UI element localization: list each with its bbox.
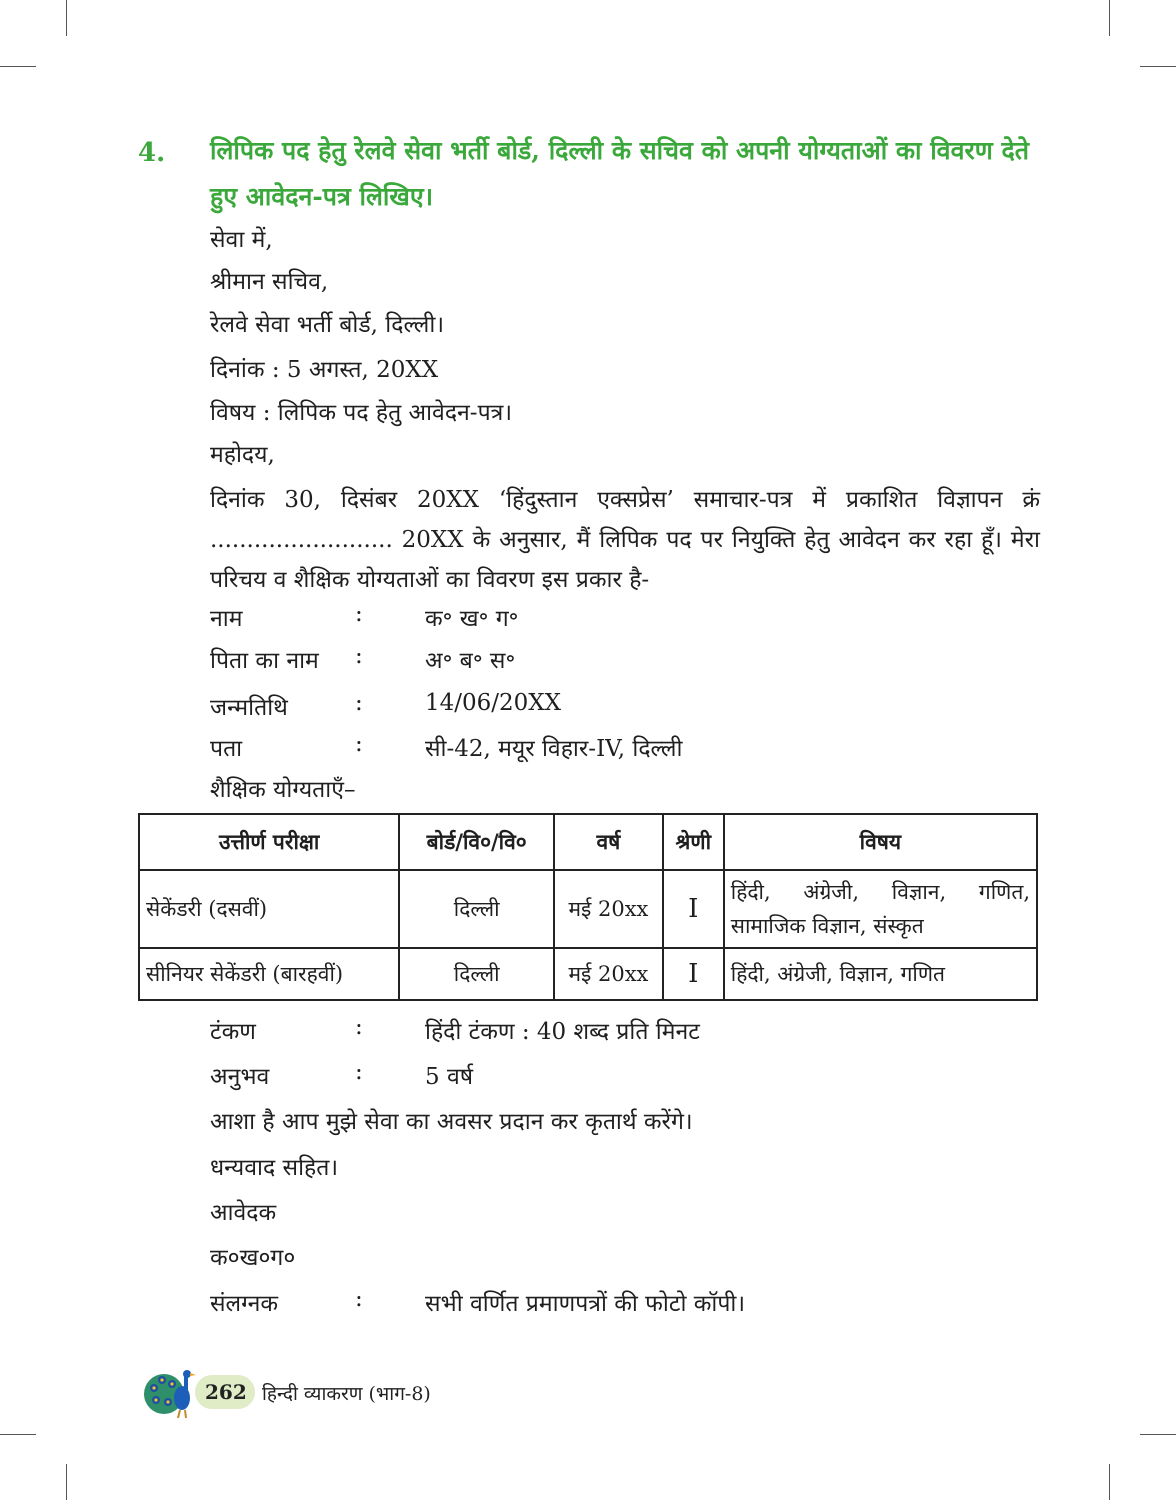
crop-mark xyxy=(0,1434,36,1435)
enclosure-colon: : xyxy=(355,1286,363,1312)
detail-value: अ॰ ब॰ स॰ xyxy=(425,648,516,674)
detail-colon: : xyxy=(355,643,363,669)
table-header: उत्तीर्ण परीक्षा xyxy=(139,814,399,870)
crop-mark xyxy=(0,66,36,67)
enclosure-value: सभी वर्णित प्रमाणपत्रों की फोटो कॉपी। xyxy=(425,1291,746,1317)
extra-label: टंकण xyxy=(210,1019,256,1045)
table-cell: दिल्ली xyxy=(399,870,554,948)
peacock-icon xyxy=(140,1360,200,1420)
crop-mark xyxy=(1140,1434,1176,1435)
extra-colon: : xyxy=(355,1059,363,1085)
detail-colon: : xyxy=(355,731,363,757)
table-cell: दिल्ली xyxy=(399,948,554,1000)
table-cell: मई 20xx xyxy=(554,870,663,948)
qualifications-table xyxy=(138,813,1038,1001)
table-cell: हिंदी, अंग्रेजी, विज्ञान, गणित, सामाजिक विज्ञान, संस्कृत xyxy=(724,870,1037,948)
crop-mark xyxy=(1109,1464,1110,1500)
table-cell: सीनियर सेकेंडरी (बारहवीं) xyxy=(139,948,399,1000)
detail-colon: : xyxy=(355,601,363,627)
detail-value: 14/06/20XX xyxy=(425,690,562,716)
detail-colon: : xyxy=(355,690,363,716)
extra-value: हिंदी टंकण : 40 शब्द प्रति मिनट xyxy=(425,1019,700,1045)
qualifications-heading: शैक्षिक योग्यताएँ– xyxy=(210,777,356,803)
book-title: हिन्दी व्याकरण (भाग-8) xyxy=(262,1383,431,1405)
crop-mark xyxy=(66,0,67,36)
table-cell: I xyxy=(663,870,724,948)
table-header: वर्ष xyxy=(554,814,663,870)
crop-mark xyxy=(1140,66,1176,67)
detail-value: सी-42, मयूर विहार-IV, दिल्ली xyxy=(425,736,683,762)
table-row xyxy=(139,870,1037,948)
extra-label: अनुभव xyxy=(210,1064,270,1090)
table-cell: मई 20xx xyxy=(554,948,663,1000)
letter-salutation: महोदय, xyxy=(210,442,275,468)
address-line-3: रेलवे सेवा भर्ती बोर्ड, दिल्ली। xyxy=(210,312,445,338)
address-line-1: सेवा में, xyxy=(210,227,273,253)
table-header: श्रेणी xyxy=(663,814,724,870)
detail-label: पिता का नाम xyxy=(210,648,319,674)
crop-mark xyxy=(1109,0,1110,36)
extra-value: 5 वर्ष xyxy=(425,1064,474,1090)
detail-label: जन्मतिथि xyxy=(210,695,288,721)
page-number: 262 xyxy=(205,1380,247,1404)
table-cell: I xyxy=(663,948,724,1000)
crop-mark xyxy=(66,1464,67,1500)
question-text: लिपिक पद हेतु रेलवे सेवा भर्ती बोर्ड, दिल्ली के सचिव को अपनी योग्यताओं का विवरण देते हुए आवेदन-पत्र लिखिए। xyxy=(210,136,1030,211)
enclosure-label: संलग्नक xyxy=(210,1291,279,1317)
applicant-name: क०ख०ग० xyxy=(210,1245,296,1271)
address-line-2: श्रीमान सचिव, xyxy=(210,269,329,295)
letter-body: दिनांक 30, दिसंबर 20XX ‘हिंदुस्तान एक्सप्रेस’ समाचार-पत्र में प्रकाशित विज्ञापन क्रं ......................... 20XX के अनुसार, मैं लिपिक पद पर नियुक्ति हेतु आवेदन कर रहा हूँ। मेरा परिचय व शैक्षिक योग्यताओं का विवरण इस प्रकार है- xyxy=(210,487,1040,593)
question-number: 4. xyxy=(138,138,166,168)
applicant-label: आवेदक xyxy=(210,1200,277,1226)
letter-thanks: धन्यवाद सहित। xyxy=(210,1155,339,1181)
letter-subject: विषय : लिपिक पद हेतु आवेदन-पत्र। xyxy=(210,400,513,426)
detail-label: नाम xyxy=(210,606,243,632)
table-header: बोर्ड/वि०/वि० xyxy=(399,814,554,870)
table-row xyxy=(139,948,1037,1000)
detail-label: पता xyxy=(210,736,243,762)
detail-value: क॰ ख॰ ग॰ xyxy=(425,606,519,632)
extra-colon: : xyxy=(355,1014,363,1040)
table-header: विषय xyxy=(724,814,1037,870)
table-header-row xyxy=(139,814,1037,870)
table-cell: सेकेंडरी (दसवीं) xyxy=(139,870,399,948)
letter-date: दिनांक : 5 अगस्त, 20XX xyxy=(210,357,439,383)
letter-closing: आशा है आप मुझे सेवा का अवसर प्रदान कर कृतार्थ करेंगे। xyxy=(210,1109,693,1135)
table-cell: हिंदी, अंग्रेजी, विज्ञान, गणित xyxy=(724,948,1037,1000)
